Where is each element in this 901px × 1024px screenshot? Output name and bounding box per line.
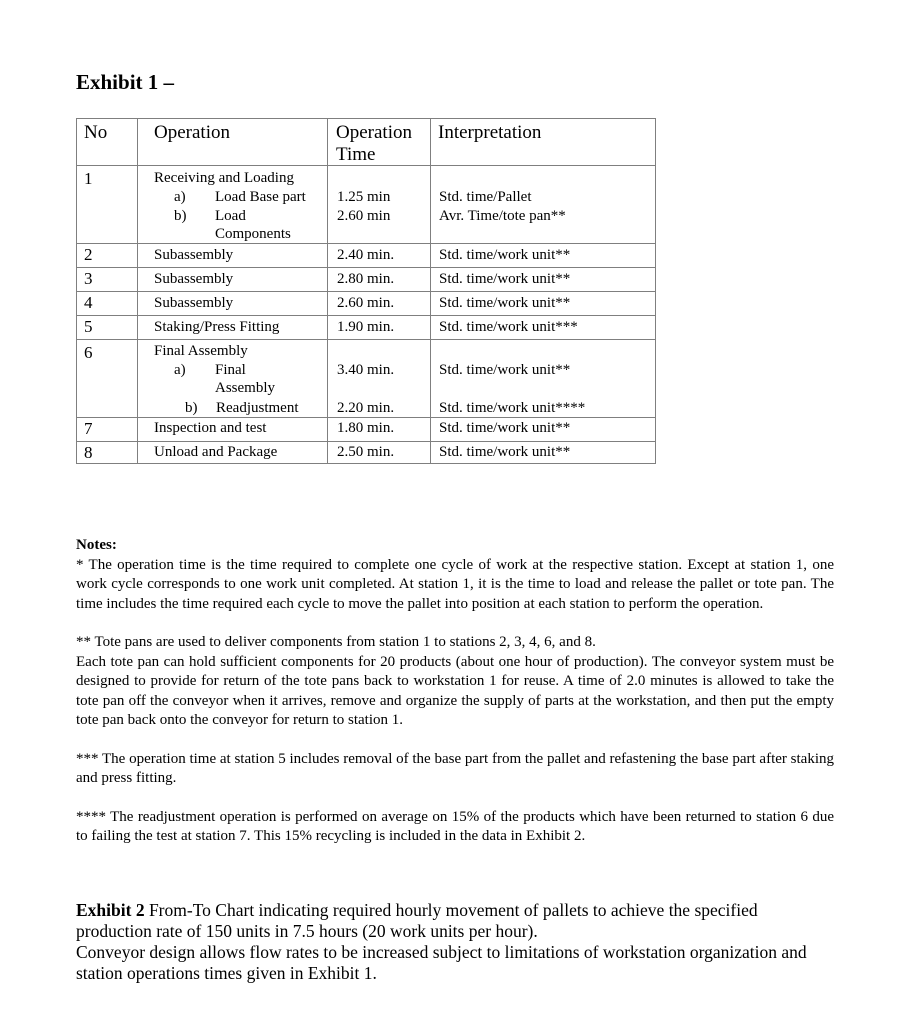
operation-time: 1.25 min [337,189,391,205]
operation-name: Subassembly [154,271,234,287]
sub-label: a) [174,362,186,378]
header-interpretation: Interpretation [438,122,542,143]
interpretation: Avr. Time/tote pan** [439,208,566,224]
operation-time: 2.60 min [337,208,391,224]
operations-table [76,118,656,464]
operation-name: Subassembly [154,247,234,263]
row-divider [77,417,655,418]
row-no: 6 [84,343,93,362]
notes-heading: Notes: [76,537,117,553]
row-divider [77,267,655,268]
operation-time: 1.90 min. [337,319,395,335]
row-no: 7 [84,419,93,438]
operation-name: Receiving and Loading [154,170,294,186]
note-2-line: ** Tote pans are used to deliver components from station 1 to stations 2, 3, 4, 6, and 8. [76,634,596,650]
row-divider [77,315,655,316]
exhibit-1-title: Exhibit 1 – [76,70,175,94]
operation-name: Inspection and test [154,420,267,436]
sub-operation: Load Base part [215,189,306,205]
operation-time: 2.60 min. [337,295,395,311]
interpretation: Std. time/work unit*** [439,319,578,335]
sub-label: a) [174,189,186,205]
interpretation: Std. time/work unit** [439,444,571,460]
note-4: **** The readjustment operation is performed on average on 15% of the products which have been returned to station 6 due to failing the test at station 7. This 15% recycling is included in the data in Exhibit 2. [76,808,834,844]
interpretation: Std. time/work unit** [439,271,571,287]
operation-name: Final Assembly [154,343,248,359]
operation-time: 1.80 min. [337,420,395,436]
sub-operation: Final Assembly [215,362,275,396]
row-no: 3 [84,269,93,288]
row-no: 4 [84,293,93,312]
operation-time: 2.50 min. [337,444,395,460]
notes-section [76,536,834,847]
operation-name: Subassembly [154,295,234,311]
exhibit-2-line [76,900,836,942]
operation-time: 2.20 min. [337,400,395,416]
header-no: No [84,122,108,143]
row-divider [77,291,655,292]
interpretation: Std. time/work unit** [439,295,571,311]
sub-label: b) [185,400,198,416]
sub-label: b) [174,208,187,224]
row-no: 5 [84,317,93,336]
sub-operation: Readjustment [216,400,299,416]
interpretation: Std. time/work unit** [439,362,571,378]
row-divider [77,441,655,442]
sub-operation: Load Components [215,208,291,242]
operation-name: Unload and Package [154,444,278,460]
row-divider [77,243,655,244]
exhibit-2-text: From-To Chart indicating required hourly movement of pallets to achieve the specified production rate of 150 units in 7.5 hours (20 work units per hour). [76,900,758,941]
interpretation: Std. time/work unit**** [439,400,586,416]
exhibit-2-label: Exhibit 2 [76,900,145,920]
note-2: Each tote pan can hold sufficient components for 20 products (about one hour of production). The conveyor system must be designed to provide for return of the tote pans back to workstation 1 for reuse. A time of 2.0 minutes is allowed to take the tote pan off the conveyor when it arrives, remove and organize the supply of parts at the workstation, and then put the empty tote pan back onto the conveyor for return to station 1. [76,653,834,728]
row-no: 1 [84,169,93,188]
operation-name: Staking/Press Fitting [154,319,280,335]
interpretation: Std. time/Pallet [439,189,532,205]
note-3: *** The operation time at station 5 includes removal of the base part from the pallet and refastening the base part after staking and press fitting. [76,750,834,786]
operation-time: 3.40 min. [337,362,395,378]
row-no: 2 [84,245,93,264]
note-1: * The operation time is the time required to complete one cycle of work at the respective station. Except at station 1, one work cycle corresponds to one work unit completed. At station 1, it is the time to load and release the pallet or tote pan. The time includes the time required each cycle to move the pallet into position at each station to perform the operation. [76,556,834,612]
row-no: 8 [84,443,93,462]
operation-time: 2.40 min. [337,247,395,263]
exhibit-2-conveyor-note: Conveyor design allows flow rates to be increased subject to limitations of workstation organization and station operations times given in Exhibit 1. [76,942,807,983]
header-operation-time: Operation Time [336,122,412,165]
interpretation: Std. time/work unit** [439,420,571,436]
interpretation: Std. time/work unit** [439,247,571,263]
operation-time: 2.80 min. [337,271,395,287]
row-divider [77,339,655,340]
exhibit-2-description [76,900,836,984]
header-operation: Operation [154,122,230,143]
